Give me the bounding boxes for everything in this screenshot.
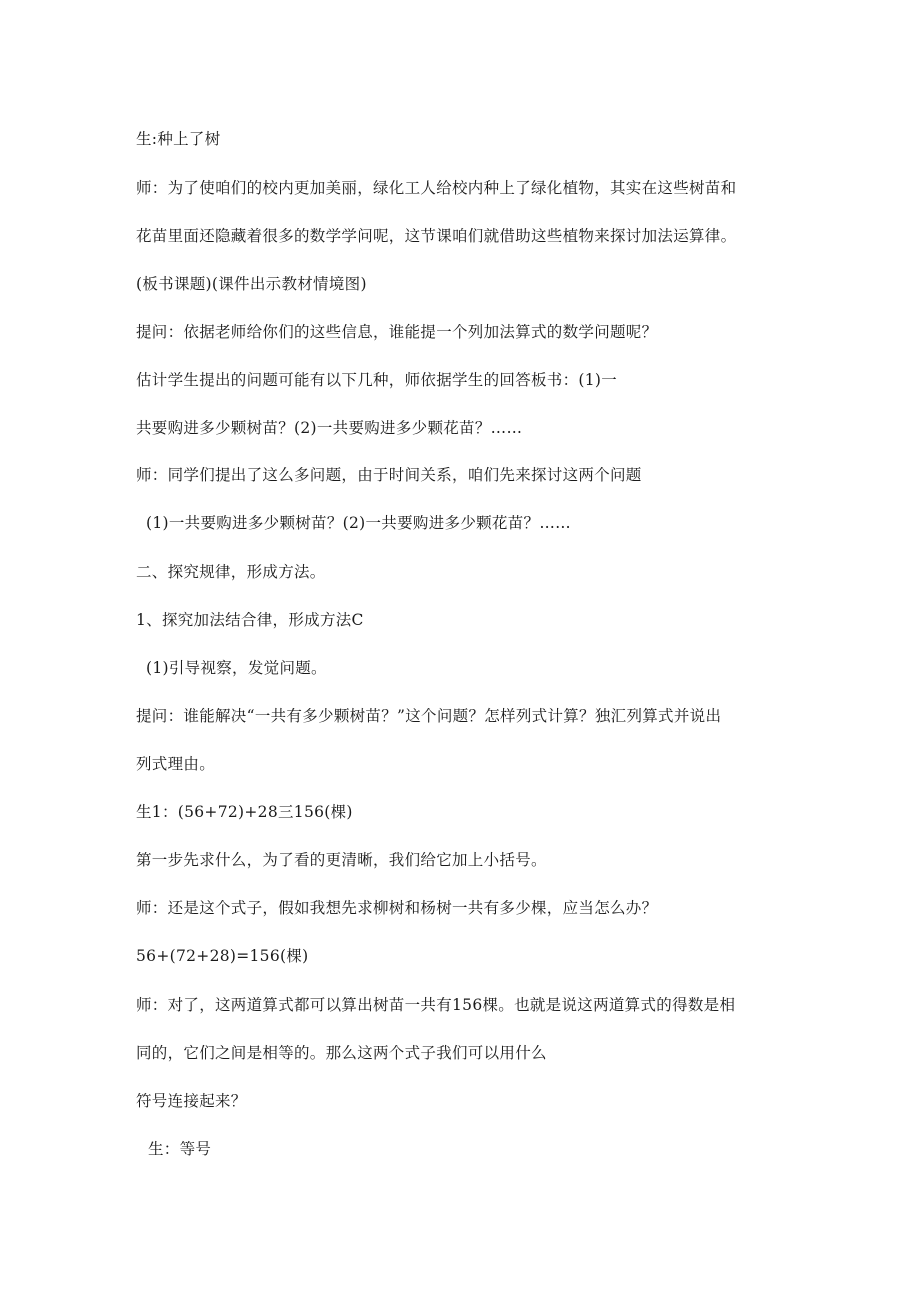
dialogue-teacher-question: 师：还是这个式子，假如我想先求柳树和杨树一共有多少棵，应当怎么办？ bbox=[136, 899, 658, 917]
dialogue-student-answer-2: 生：等号 bbox=[148, 1140, 212, 1158]
dialogue-teacher-confirm: 师：对了，这两道算式都可以算出树苗一共有156棵。也就是说这两道算式的得数是相 bbox=[136, 996, 736, 1014]
dialogue-student-answer: 生:种上了树 bbox=[136, 130, 221, 148]
focus-questions: (1)一共要购进多少颗树苗？(2)一共要购进多少颗花苗？…… bbox=[146, 514, 571, 532]
step-heading: (1)引导视察，发觉问题。 bbox=[146, 659, 327, 677]
dialogue-teacher-intro: 师：为了使咱们的校内更加美丽，绿化工人给校内种上了绿化植物，其实在这些树苗和 bbox=[136, 179, 737, 197]
dialogue-teacher-focus: 师：同学们提出了这么多问题，由于时间关系，咱们先来探讨这两个问题 bbox=[136, 466, 642, 484]
question-prompt: 提问：依据老师给你们的这些信息，谁能提一个列加法算式的数学问题呢？ bbox=[136, 323, 658, 341]
student-equation-1: 生1：(56+72)+28三156(棵) bbox=[136, 803, 353, 821]
question-prompt-2: 提问：谁能解决“一共有多少颗树苗？”这个问题？怎样列式计算？独汇列算式并说出 bbox=[136, 707, 722, 725]
dialogue-teacher-intro-cont: 花苗里面还隐藏着很多的数学学问呢，这节课咱们就借助这些植物来探讨加法运算律。 bbox=[136, 227, 737, 245]
section-heading: 二、探究规律，形成方法。 bbox=[136, 563, 326, 581]
subsection-heading: 1、探究加法结合律，形成方法C bbox=[136, 611, 364, 629]
board-note: (板书课题)(课件出示教材情境图) bbox=[136, 275, 367, 293]
equation-2: 56+(72+28)=156(棵) bbox=[136, 947, 309, 965]
expected-answers: 估计学生提出的问题可能有以下几种，师依据学生的回答板书：(1)一 bbox=[136, 371, 618, 389]
dialogue-teacher-confirm-end: 符号连接起来？ bbox=[136, 1092, 247, 1110]
explanation-text: 第一步先求什么，为了看的更清晰，我们给它加上小括号。 bbox=[136, 851, 547, 869]
question-prompt-2-cont: 列式理由。 bbox=[136, 755, 216, 773]
expected-answers-cont: 共要购进多少颗树苗？(2)一共要购进多少颗花苗？…… bbox=[136, 419, 523, 437]
dialogue-teacher-confirm-cont: 同的，它们之间是相等的。那么这两个式子我们可以用什么 bbox=[136, 1044, 547, 1062]
